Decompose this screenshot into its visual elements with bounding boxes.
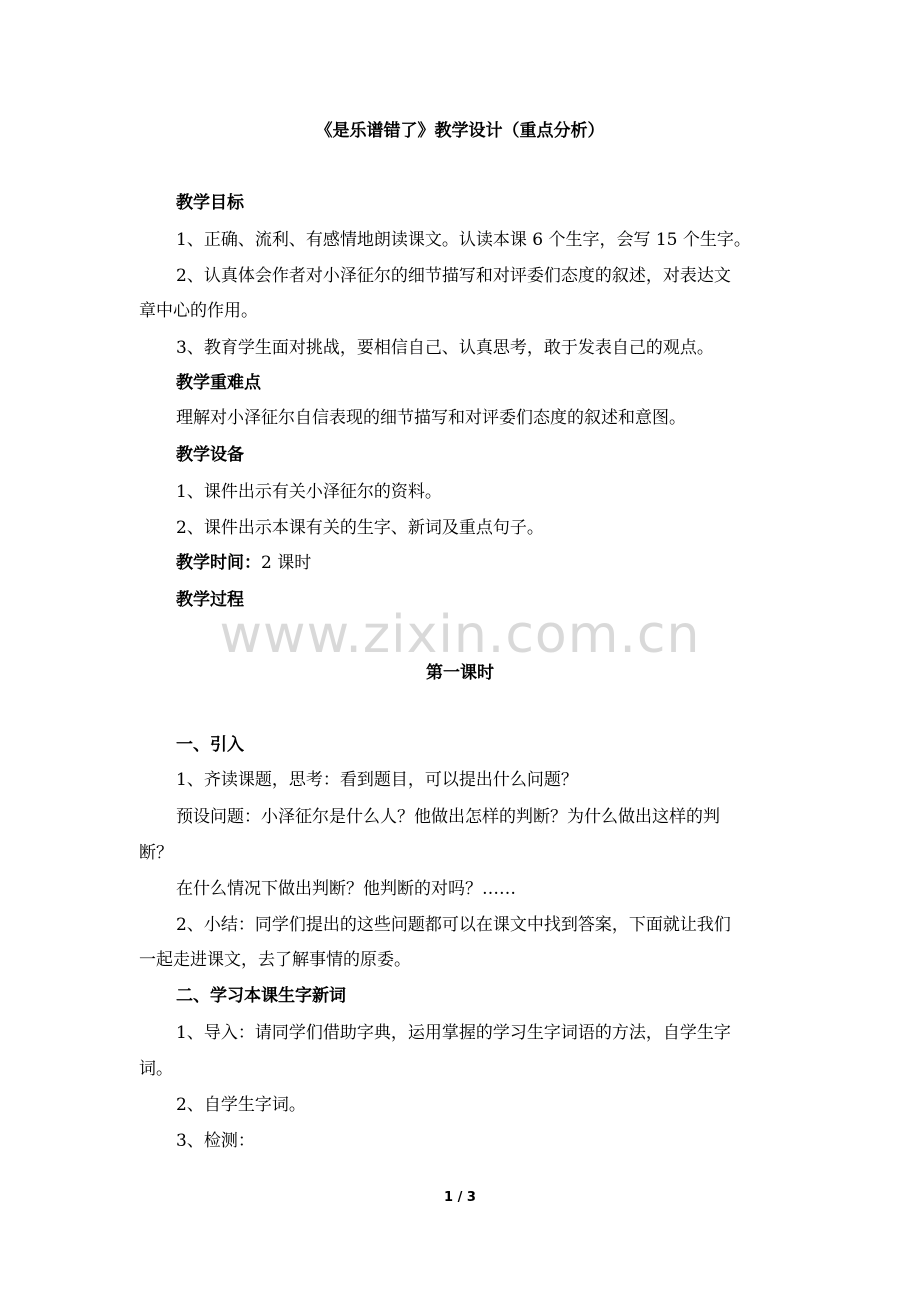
section-2-heading: 二、学习本课生字新词 [176, 986, 346, 1006]
teaching-time-value: 2 课时 [261, 553, 312, 573]
heading-process: 教学过程 [176, 590, 244, 610]
section-2-para-1-line1: 1、导入：请同学们借助字典，运用掌握的学习生字词语的方法，自学生字 [176, 1023, 731, 1043]
equipment-1: 1、课件出示有关小泽征尔的资料。 [176, 482, 442, 502]
equipment-2: 2、课件出示本课有关的生字、新词及重点句子。 [176, 518, 544, 538]
section-2-para-1-line2: 词。 [139, 1059, 173, 1079]
section-1-para-2-line1: 预设问题：小泽征尔是什么人？他做出怎样的判断？为什么做出这样的判 [176, 807, 720, 827]
key-points-text: 理解对小泽征尔自信表现的细节描写和对评委们态度的叙述和意图。 [176, 408, 686, 428]
watermark: www.zixin.com.cn [219, 605, 701, 665]
section-1-heading: 一、引入 [176, 735, 244, 755]
section-1-para-2-line2: 断？ [139, 843, 173, 863]
teaching-time-label: 教学时间： [176, 553, 261, 573]
goal-2-line2: 章中心的作用。 [139, 301, 258, 321]
section-1-para-4-line2: 一起走进课文，去了解事情的原委。 [139, 950, 411, 970]
section-1-para-4-line1: 2、小结：同学们提出的这些问题都可以在课文中找到答案，下面就让我们 [176, 915, 731, 935]
section-2-para-3: 3、检测： [176, 1131, 255, 1151]
heading-equipment: 教学设备 [176, 445, 244, 465]
section-2-para-2: 2、自学生字词。 [176, 1095, 306, 1115]
goal-1: 1、正确、流利、有感情地朗读课文。认读本课 6 个生字，会写 15 个生字。 [176, 230, 751, 250]
document-title: 《是乐谱错了》教学设计（重点分析） [315, 121, 605, 141]
page-number: 1 / 3 [444, 1190, 476, 1205]
section-1-para-1: 1、齐读课题，思考：看到题目，可以提出什么问题？ [176, 770, 578, 790]
section-1-para-3: 在什么情况下做出判断？他判断的对吗？…… [176, 879, 516, 899]
heading-goals: 教学目标 [176, 193, 244, 213]
teaching-time [176, 552, 821, 574]
goal-2-line1: 2、认真体会作者对小泽征尔的细节描写和对评委们态度的叙述，对表达文 [176, 266, 731, 286]
heading-key-points: 教学重难点 [176, 373, 261, 393]
lesson-1-heading: 第一课时 [426, 663, 494, 683]
goal-3: 3、教育学生面对挑战，要相信自己、认真思考，敢于发表自己的观点。 [176, 338, 714, 358]
